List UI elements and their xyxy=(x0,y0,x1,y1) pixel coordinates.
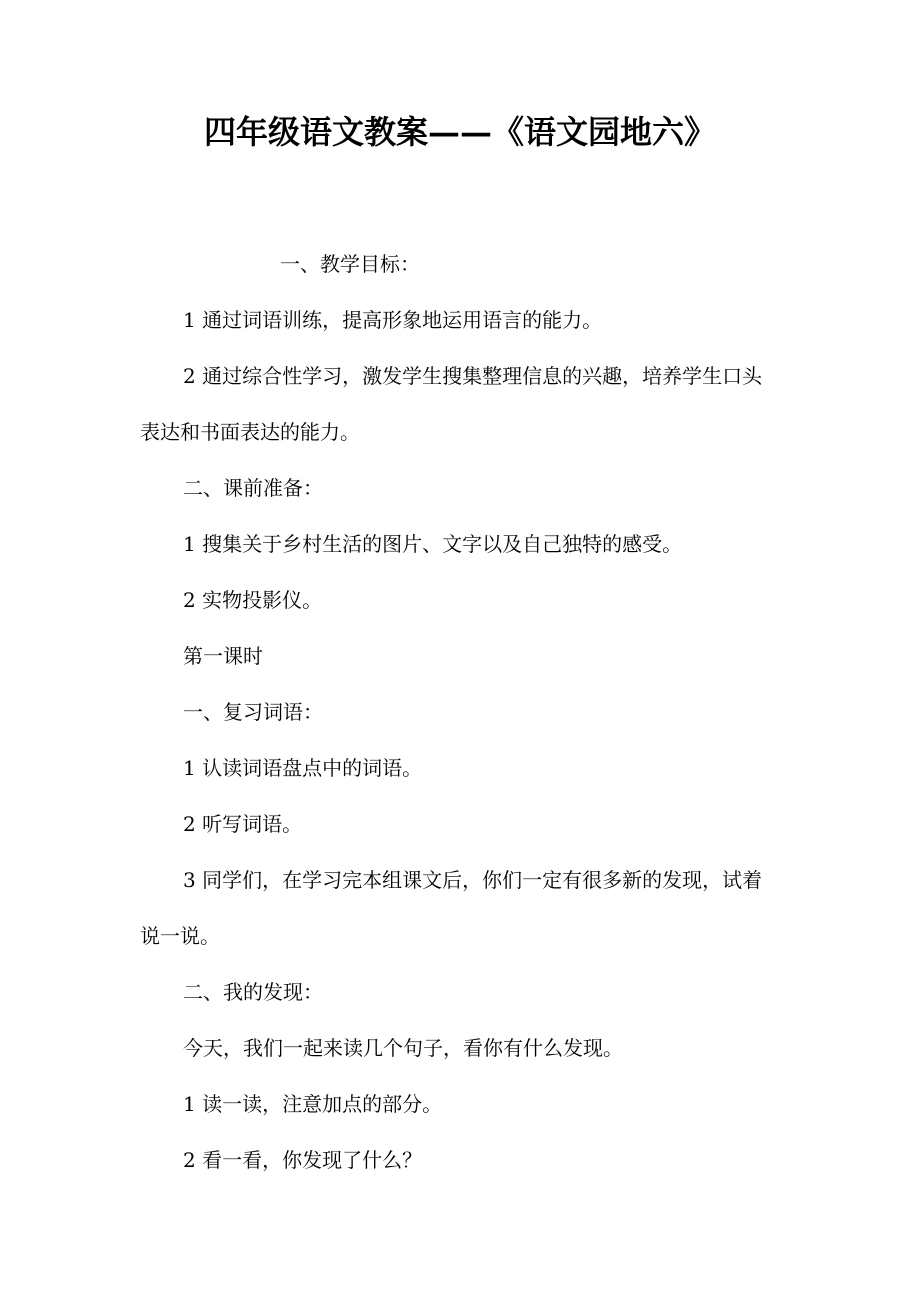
preparation-2: 2 实物投影仪。 xyxy=(183,588,323,612)
heading-preparation: 二、课前准备： xyxy=(183,476,323,500)
heading-review-words: 一、复习词语： xyxy=(183,700,323,724)
discovery-step-1: 1 读一读，注意加点的部分。 xyxy=(183,1092,443,1116)
document-title: 四年级语文教案——《语文园地六》 xyxy=(203,113,716,151)
review-step-2: 2 听写词语。 xyxy=(183,812,303,836)
review-step-3: 3 同学们，在学习完本组课文后，你们一定有很多新的发现，试着说一说。 xyxy=(140,868,763,948)
discovery-step-2: 2 看一看，你发现了什么？ xyxy=(183,1148,423,1172)
heading-my-discovery: 二、我的发现： xyxy=(183,980,323,1004)
discovery-intro: 今天，我们一起来读几个句子，看你有什么发现。 xyxy=(183,1036,623,1060)
review-step-1: 1 认读词语盘点中的词语。 xyxy=(183,756,423,780)
objective-2: 2 通过综合性学习，激发学生搜集整理信息的兴趣，培养学生口头表达和书面表达的能力。 xyxy=(140,364,763,444)
heading-teaching-objectives: 一、教学目标： xyxy=(280,252,420,276)
objective-1: 1 通过词语训练，提高形象地运用语言的能力。 xyxy=(183,308,603,332)
preparation-1: 1 搜集关于乡村生活的图片、文字以及自己独特的感受。 xyxy=(183,532,683,556)
lesson-period-heading: 第一课时 xyxy=(183,644,263,668)
